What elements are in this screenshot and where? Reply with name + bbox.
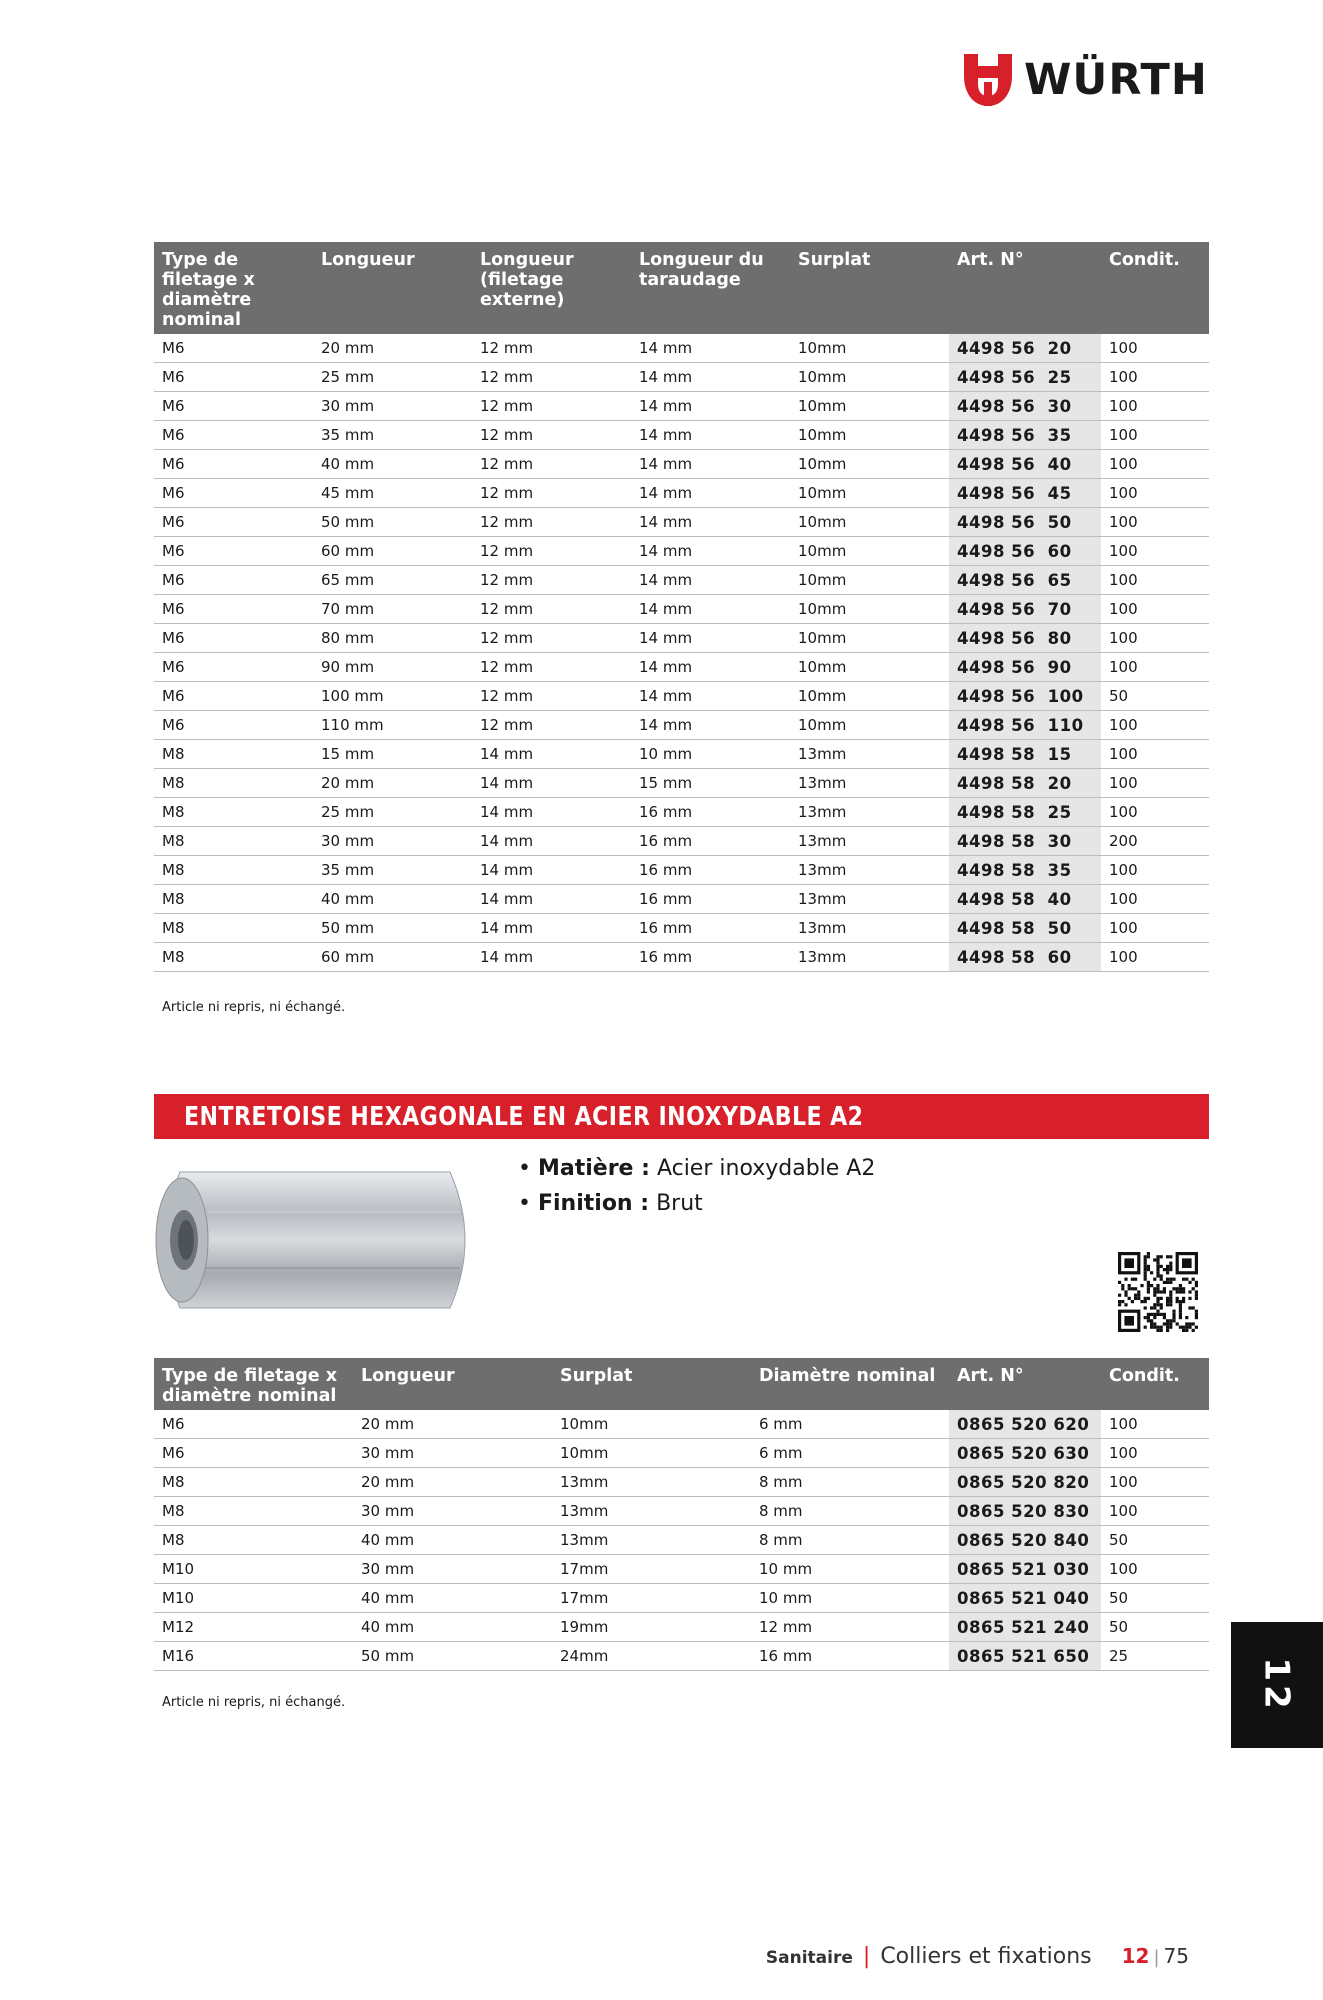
table-cell: 50 mm — [353, 1642, 552, 1671]
table-cell: 13mm — [790, 827, 949, 856]
table-cell: 25 mm — [313, 363, 472, 392]
table-cell: 13mm — [552, 1497, 751, 1526]
table-cell: 100 — [1101, 1468, 1209, 1497]
section-title: ENTRETOISE HEXAGONALE EN ACIER INOXYDABLE A2 — [184, 1101, 864, 1132]
article-number-cell: 0865 521 030 — [949, 1555, 1101, 1584]
table-cell: 50 mm — [313, 914, 472, 943]
table-row — [154, 1410, 1209, 1439]
table-cell: M6 — [154, 682, 313, 711]
table-cell: 60 mm — [313, 943, 472, 972]
article-number-cell: 4498 58 15 — [949, 740, 1101, 769]
table-cell: 14 mm — [631, 450, 790, 479]
table-cell: 40 mm — [313, 885, 472, 914]
col-header-packaging: Condit. — [1101, 1358, 1209, 1410]
table-cell: M8 — [154, 769, 313, 798]
table-cell: 12 mm — [472, 595, 631, 624]
table-row — [154, 827, 1209, 856]
table-cell: 14 mm — [631, 363, 790, 392]
table-cell: 10mm — [790, 595, 949, 624]
table-cell: 45 mm — [313, 479, 472, 508]
table-cell: 10mm — [790, 479, 949, 508]
footer-page-number: 12 — [1121, 1944, 1150, 1968]
table-cell: 12 mm — [751, 1613, 949, 1642]
table-cell: 12 mm — [472, 711, 631, 740]
table-cell: 10mm — [790, 537, 949, 566]
table-cell: 10mm — [790, 450, 949, 479]
qr-code[interactable] — [1118, 1252, 1198, 1332]
table-cell: 20 mm — [313, 334, 472, 363]
brand-name: WÜRTH — [1024, 55, 1208, 105]
table-row — [154, 334, 1209, 363]
table-cell: 13mm — [790, 856, 949, 885]
table-cell: 100 — [1101, 856, 1209, 885]
col-header-length: Longueur — [353, 1358, 552, 1410]
table-cell: 12 mm — [472, 624, 631, 653]
table-cell: 14 mm — [472, 856, 631, 885]
table-cell: 30 mm — [353, 1497, 552, 1526]
feature-value: Brut — [656, 1191, 703, 1216]
table-cell: 50 — [1101, 1613, 1209, 1642]
table-cell: 14 mm — [472, 769, 631, 798]
table-cell: 100 — [1101, 711, 1209, 740]
table-row — [154, 798, 1209, 827]
feature-label: Matière : — [537, 1156, 650, 1181]
article-number-cell: 4498 56 60 — [949, 537, 1101, 566]
table-cell: 14 mm — [631, 682, 790, 711]
feature-value: Acier inoxydable A2 — [656, 1156, 876, 1181]
table-cell: 16 mm — [631, 943, 790, 972]
col-header-thread-type: Type de filetage x diamètre nominal — [154, 1358, 353, 1410]
table-cell: 14 mm — [472, 740, 631, 769]
table-cell: 10mm — [790, 711, 949, 740]
table-cell: 10mm — [790, 334, 949, 363]
table-cell: 24mm — [552, 1642, 751, 1671]
table-cell: 40 mm — [353, 1526, 552, 1555]
table-cell: 40 mm — [353, 1613, 552, 1642]
table-cell: 16 mm — [631, 856, 790, 885]
table-cell: 16 mm — [631, 798, 790, 827]
footer-separator: | — [862, 1944, 871, 1969]
col-header-external-thread-length: Longueur (filetage externe) — [472, 242, 631, 334]
table-cell: M6 — [154, 653, 313, 682]
table-row — [154, 363, 1209, 392]
table-cell: 90 mm — [313, 653, 472, 682]
table-cell: 12 mm — [472, 421, 631, 450]
table-cell: 100 — [1101, 798, 1209, 827]
table-cell: M12 — [154, 1613, 353, 1642]
footer-subsection: Colliers et fixations — [880, 1944, 1092, 1969]
table-cell: M6 — [154, 566, 313, 595]
article-number-cell: 0865 521 650 — [949, 1642, 1101, 1671]
table-cell: 14 mm — [472, 798, 631, 827]
table-cell: 20 mm — [353, 1468, 552, 1497]
table-cell: M8 — [154, 827, 313, 856]
table-cell: 16 mm — [631, 885, 790, 914]
table-cell: M6 — [154, 537, 313, 566]
col-header-width-across-flats: Surplat — [552, 1358, 751, 1410]
table-cell: 100 mm — [313, 682, 472, 711]
table-row — [154, 537, 1209, 566]
table-cell: 12 mm — [472, 392, 631, 421]
table-cell: M16 — [154, 1642, 353, 1671]
table-cell: 10mm — [790, 682, 949, 711]
table-row — [154, 943, 1209, 972]
feature-label: Finition : — [537, 1191, 650, 1216]
table-cell: 10mm — [790, 624, 949, 653]
table-cell: M10 — [154, 1584, 353, 1613]
table-cell: M6 — [154, 1410, 353, 1439]
article-number-cell: 4498 56 65 — [949, 566, 1101, 595]
article-number-cell: 0865 521 240 — [949, 1613, 1101, 1642]
article-number-cell: 4498 56 45 — [949, 479, 1101, 508]
section-banner — [154, 1094, 1209, 1139]
footer-page-separator: | — [1153, 1947, 1160, 1968]
article-number-cell: 0865 520 630 — [949, 1439, 1101, 1468]
col-header-tapping-length: Longueur du taraudage — [631, 242, 790, 334]
table-cell: M6 — [154, 595, 313, 624]
table-header-row — [154, 1358, 1209, 1410]
table-cell: 13mm — [790, 740, 949, 769]
table-cell: 12 mm — [472, 450, 631, 479]
table-cell: 40 mm — [353, 1584, 552, 1613]
table-cell: 16 mm — [751, 1642, 949, 1671]
article-number-cell: 4498 58 20 — [949, 769, 1101, 798]
table-cell: M8 — [154, 798, 313, 827]
table-row — [154, 856, 1209, 885]
table-cell: 12 mm — [472, 508, 631, 537]
feature-finish: • Finition : Brut — [518, 1191, 703, 1216]
table-cell: 14 mm — [631, 711, 790, 740]
feature-material: • Matière : Acier inoxydable A2 — [518, 1156, 876, 1181]
table-cell: M10 — [154, 1555, 353, 1584]
table-cell: M6 — [154, 450, 313, 479]
table-cell: 14 mm — [631, 566, 790, 595]
table-cell: M8 — [154, 1468, 353, 1497]
table-cell: 10 mm — [631, 740, 790, 769]
table-cell: 10mm — [790, 508, 949, 537]
col-header-nominal-diameter: Diamètre nominal — [751, 1358, 949, 1410]
table-cell: M6 — [154, 1439, 353, 1468]
table-cell: 10mm — [790, 421, 949, 450]
table-cell: 100 — [1101, 392, 1209, 421]
article-number-cell: 4498 58 30 — [949, 827, 1101, 856]
table-cell: M6 — [154, 421, 313, 450]
product-table-hex-spacers — [154, 1358, 1209, 1671]
table-cell: M8 — [154, 1497, 353, 1526]
table-cell: 100 — [1101, 943, 1209, 972]
table-row — [154, 1613, 1209, 1642]
table-cell: 8 mm — [751, 1526, 949, 1555]
table-cell: 25 mm — [313, 798, 472, 827]
table-cell: 80 mm — [313, 624, 472, 653]
article-number-cell: 4498 56 25 — [949, 363, 1101, 392]
table-cell: 10mm — [790, 363, 949, 392]
table-cell: 110 mm — [313, 711, 472, 740]
col-header-article-number: Art. N° — [949, 242, 1101, 334]
table-cell: M8 — [154, 914, 313, 943]
table-cell: 14 mm — [631, 653, 790, 682]
table-cell: 100 — [1101, 595, 1209, 624]
table-cell: M6 — [154, 479, 313, 508]
table-cell: 50 mm — [313, 508, 472, 537]
article-number-cell: 4498 56 35 — [949, 421, 1101, 450]
table-cell: 10mm — [552, 1439, 751, 1468]
table-cell: 14 mm — [472, 827, 631, 856]
table-row — [154, 1642, 1209, 1671]
table-cell: 30 mm — [353, 1555, 552, 1584]
table-row — [154, 653, 1209, 682]
article-number-cell: 0865 520 840 — [949, 1526, 1101, 1555]
table-cell: 100 — [1101, 1439, 1209, 1468]
table-cell: 100 — [1101, 508, 1209, 537]
table-cell: 50 — [1101, 1526, 1209, 1555]
table-cell: 12 mm — [472, 479, 631, 508]
table-cell: 10mm — [790, 566, 949, 595]
table-cell: M6 — [154, 711, 313, 740]
table-row — [154, 1439, 1209, 1468]
col-header-length: Longueur — [313, 242, 472, 334]
table-cell: 65 mm — [313, 566, 472, 595]
table-cell: 12 mm — [472, 363, 631, 392]
table-cell: M6 — [154, 392, 313, 421]
article-number-cell: 4498 56 80 — [949, 624, 1101, 653]
footer-page-total: 75 — [1163, 1944, 1189, 1968]
article-number-cell: 4498 58 25 — [949, 798, 1101, 827]
table-cell: M6 — [154, 363, 313, 392]
table-cell: M6 — [154, 508, 313, 537]
wurth-logo — [964, 50, 1208, 110]
product-features-list — [518, 1156, 875, 1226]
table-row — [154, 566, 1209, 595]
table-cell: 25 — [1101, 1642, 1209, 1671]
table-cell: 12 mm — [472, 566, 631, 595]
table-cell: 15 mm — [313, 740, 472, 769]
footer-section: Sanitaire — [765, 1948, 853, 1968]
table-cell: 100 — [1101, 334, 1209, 363]
table-cell: 100 — [1101, 914, 1209, 943]
table-cell: 30 mm — [313, 392, 472, 421]
table-row — [154, 1555, 1209, 1584]
table-cell: 20 mm — [353, 1410, 552, 1439]
table-cell: 15 mm — [631, 769, 790, 798]
table-header-row — [154, 242, 1209, 334]
table-row — [154, 740, 1209, 769]
table-cell: 100 — [1101, 653, 1209, 682]
table-cell: 100 — [1101, 363, 1209, 392]
table-row — [154, 624, 1209, 653]
table-row — [154, 914, 1209, 943]
article-number-cell: 4498 58 50 — [949, 914, 1101, 943]
hex-spacer-product-image — [150, 1160, 490, 1320]
col-header-width-across-flats: Surplat — [790, 242, 949, 334]
table-cell: 13mm — [790, 798, 949, 827]
article-number-cell: 4498 56 50 — [949, 508, 1101, 537]
table-row — [154, 595, 1209, 624]
table-cell: 13mm — [790, 885, 949, 914]
table-cell: M8 — [154, 943, 313, 972]
table-cell: 10mm — [790, 392, 949, 421]
chapter-number: 12 — [1256, 1657, 1297, 1713]
table-row — [154, 508, 1209, 537]
table-cell: 100 — [1101, 1497, 1209, 1526]
table-cell: 14 mm — [631, 508, 790, 537]
table-cell: 100 — [1101, 450, 1209, 479]
table-cell: 100 — [1101, 537, 1209, 566]
table-cell: 100 — [1101, 624, 1209, 653]
article-number-cell: 4498 56 100 — [949, 682, 1101, 711]
table-cell: 17mm — [552, 1555, 751, 1584]
table-cell: 6 mm — [751, 1410, 949, 1439]
table-cell: 100 — [1101, 1410, 1209, 1439]
table-cell: 13mm — [790, 914, 949, 943]
table-cell: 35 mm — [313, 421, 472, 450]
table-cell: 100 — [1101, 885, 1209, 914]
table-row — [154, 885, 1209, 914]
table-cell: 50 — [1101, 682, 1209, 711]
table-cell: 14 mm — [631, 479, 790, 508]
table-row — [154, 1497, 1209, 1526]
table-row — [154, 1468, 1209, 1497]
table-row — [154, 711, 1209, 740]
table-cell: 13mm — [552, 1526, 751, 1555]
table-cell: 70 mm — [313, 595, 472, 624]
table1-note: Article ni repris, ni échangé. — [162, 1000, 346, 1015]
product-table-threaded-spacers — [154, 242, 1209, 972]
table-cell: 12 mm — [472, 682, 631, 711]
table-cell: 16 mm — [631, 914, 790, 943]
table-cell: 100 — [1101, 1555, 1209, 1584]
table-cell: 13mm — [552, 1468, 751, 1497]
col-header-packaging: Condit. — [1101, 242, 1209, 334]
table-row — [154, 421, 1209, 450]
table-cell: 6 mm — [751, 1439, 949, 1468]
table-cell: M8 — [154, 740, 313, 769]
table-cell: 12 mm — [472, 537, 631, 566]
table-row — [154, 479, 1209, 508]
article-number-cell: 0865 520 820 — [949, 1468, 1101, 1497]
table-cell: 14 mm — [631, 537, 790, 566]
table-cell: 100 — [1101, 740, 1209, 769]
article-number-cell: 4498 58 60 — [949, 943, 1101, 972]
table-cell: 14 mm — [472, 885, 631, 914]
article-number-cell: 0865 520 830 — [949, 1497, 1101, 1526]
table-cell: 40 mm — [313, 450, 472, 479]
table-row — [154, 392, 1209, 421]
table-row — [154, 1526, 1209, 1555]
table-row — [154, 769, 1209, 798]
table-cell: 100 — [1101, 479, 1209, 508]
chapter-tab[interactable] — [1231, 1622, 1323, 1748]
table-cell: 8 mm — [751, 1497, 949, 1526]
col-header-thread-type: Type de filetage x diamètre nominal — [154, 242, 313, 334]
table-row — [154, 682, 1209, 711]
table-cell: 14 mm — [631, 624, 790, 653]
table-cell: M6 — [154, 624, 313, 653]
table-cell: 10mm — [552, 1410, 751, 1439]
table-cell: 30 mm — [353, 1439, 552, 1468]
article-number-cell: 4498 56 90 — [949, 653, 1101, 682]
table-cell: 20 mm — [313, 769, 472, 798]
table-cell: 19mm — [552, 1613, 751, 1642]
table-cell: 100 — [1101, 566, 1209, 595]
table2-note: Article ni repris, ni échangé. — [162, 1695, 346, 1710]
table-cell: 35 mm — [313, 856, 472, 885]
wurth-emblem-icon — [964, 54, 1012, 106]
table-row — [154, 450, 1209, 479]
table-cell: 200 — [1101, 827, 1209, 856]
page-footer — [766, 1944, 1189, 1969]
col-header-article-number: Art. N° — [949, 1358, 1101, 1410]
table-cell: 17mm — [552, 1584, 751, 1613]
table-cell: 14 mm — [472, 943, 631, 972]
article-number-cell: 4498 58 40 — [949, 885, 1101, 914]
table-cell: 30 mm — [313, 827, 472, 856]
table-cell: 10 mm — [751, 1555, 949, 1584]
article-number-cell: 4498 56 70 — [949, 595, 1101, 624]
table-cell: M8 — [154, 1526, 353, 1555]
table-cell: 14 mm — [631, 392, 790, 421]
table-cell: 14 mm — [631, 421, 790, 450]
table-cell: 14 mm — [631, 595, 790, 624]
article-number-cell: 4498 56 110 — [949, 711, 1101, 740]
table-cell: 10 mm — [751, 1584, 949, 1613]
article-number-cell: 0865 520 620 — [949, 1410, 1101, 1439]
table-cell: 60 mm — [313, 537, 472, 566]
table-cell: 14 mm — [472, 914, 631, 943]
table-cell: 12 mm — [472, 653, 631, 682]
article-number-cell: 4498 56 20 — [949, 334, 1101, 363]
table-cell: 50 — [1101, 1584, 1209, 1613]
table-cell: 8 mm — [751, 1468, 949, 1497]
table-cell: 13mm — [790, 943, 949, 972]
table-cell: 12 mm — [472, 334, 631, 363]
table-cell: 14 mm — [631, 334, 790, 363]
table-cell: 100 — [1101, 769, 1209, 798]
table-row — [154, 1584, 1209, 1613]
article-number-cell: 4498 58 35 — [949, 856, 1101, 885]
table-cell: 16 mm — [631, 827, 790, 856]
table-cell: 13mm — [790, 769, 949, 798]
table-cell: M8 — [154, 856, 313, 885]
table-cell: 100 — [1101, 421, 1209, 450]
article-number-cell: 0865 521 040 — [949, 1584, 1101, 1613]
table-cell: M8 — [154, 885, 313, 914]
article-number-cell: 4498 56 40 — [949, 450, 1101, 479]
table-cell: M6 — [154, 334, 313, 363]
article-number-cell: 4498 56 30 — [949, 392, 1101, 421]
table-cell: 10mm — [790, 653, 949, 682]
